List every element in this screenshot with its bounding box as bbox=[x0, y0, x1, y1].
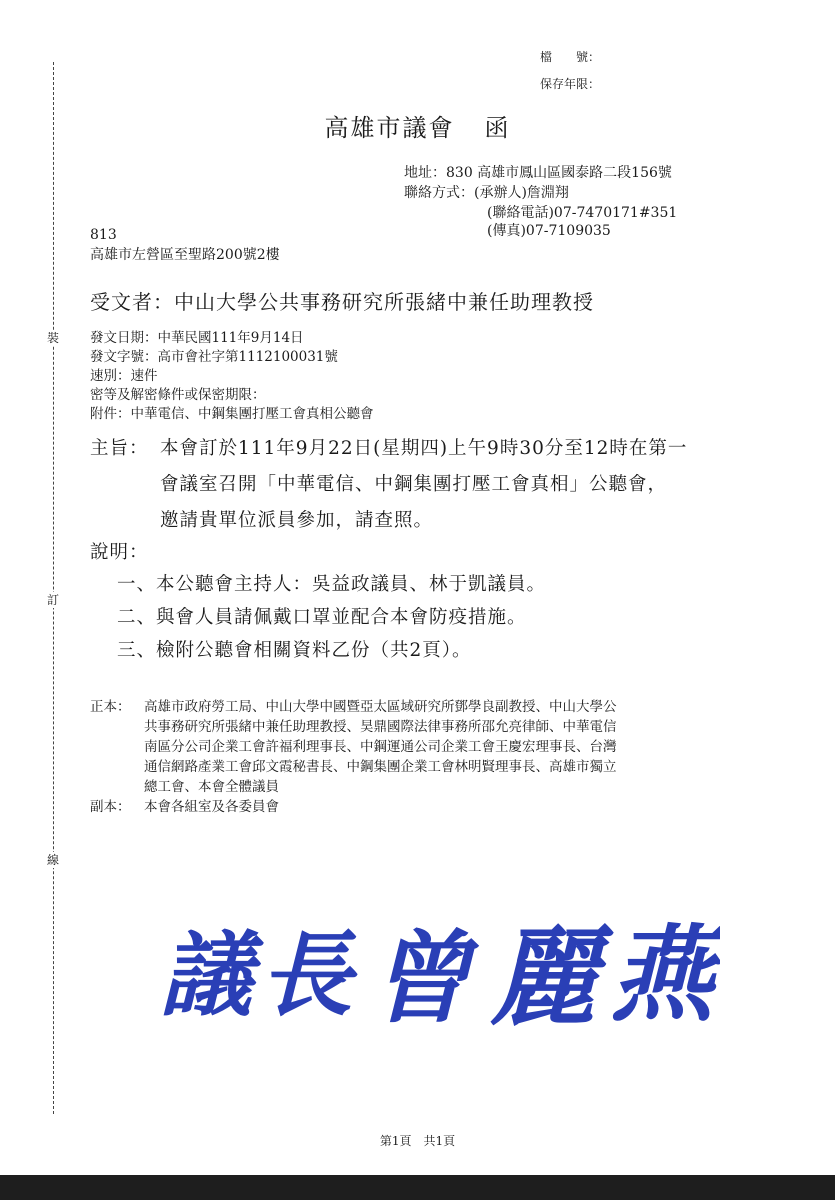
retention-period-label: 保存年限： bbox=[540, 77, 601, 91]
main-copy-line: 通信網路產業工會邱文霞秘書長、中鋼集團企業工會林明賢理事長、高雄市獨立 bbox=[144, 759, 617, 775]
contact-fax: (傳真)07-7109035 bbox=[487, 223, 611, 239]
signature-glyph: 曾 bbox=[370, 919, 470, 1030]
title-doc-type: 函 bbox=[484, 114, 511, 142]
document-number: 發文字號：高市會社字第1112100031號 bbox=[90, 349, 338, 365]
carbon-copy-label: 副本： bbox=[90, 799, 131, 815]
speaker-signature-stamp bbox=[160, 915, 720, 1030]
contact-phone: (聯絡電話)07-7470171#351 bbox=[487, 205, 678, 221]
signature-glyph: 議 bbox=[160, 921, 253, 1029]
contact-method: 聯絡方式：(承辦人)詹淵翔 bbox=[404, 185, 569, 201]
document-title bbox=[0, 108, 835, 143]
secrecy-level: 密等及解密條件或保密期限： bbox=[90, 387, 266, 403]
explanation-item: 一、本公聽會主持人：吳益政議員、林于凱議員。 bbox=[117, 574, 547, 595]
file-number-label: 檔 號： bbox=[540, 50, 601, 64]
main-copy-line: 南區分公司企業工會許福利理事長、中鋼運通公司企業工會王慶宏理事長、台灣 bbox=[144, 739, 617, 755]
contact-address: 地址：830 高雄市鳳山區國泰路二段156號 bbox=[404, 165, 672, 181]
signature-glyph: 長 bbox=[260, 921, 353, 1029]
main-copy-line: 共事務研究所張緒中兼任助理教授、昊鼎國際法律事務所邵允亮律師、中華電信 bbox=[144, 719, 617, 735]
addressee: 受文者：中山大學公共事務研究所張緒中兼任助理教授 bbox=[90, 290, 594, 314]
binding-mark-bind: 裝 bbox=[44, 330, 62, 346]
signature-glyph: 燕 bbox=[610, 915, 715, 1030]
binding-line bbox=[53, 62, 54, 1114]
recipient-zip: 813 bbox=[90, 227, 117, 243]
bottom-bar bbox=[0, 1175, 835, 1200]
main-copy-line: 高雄市政府勞工局、中山大學中國暨亞太區域研究所鄧學良副教授、中山大學公 bbox=[144, 699, 617, 715]
issue-date: 發文日期：中華民國111年9月14日 bbox=[90, 330, 304, 346]
signature-glyph: 麗 bbox=[490, 915, 599, 1030]
subject-label: 主旨： bbox=[90, 438, 149, 459]
recipient-address: 高雄市左營區至聖路200號2樓 bbox=[90, 247, 280, 263]
main-copy-line: 總工會、本會全體議員 bbox=[144, 779, 279, 795]
binding-mark-line: 線 bbox=[44, 852, 62, 868]
carbon-copy-recipients: 本會各組室及各委員會 bbox=[144, 799, 279, 815]
explanation-label: 說明： bbox=[90, 542, 149, 563]
explanation-item: 三、檢附公聽會相關資料乙份（共2頁）。 bbox=[117, 640, 472, 661]
explanation-item: 二、與會人員請佩戴口罩並配合本會防疫措施。 bbox=[117, 607, 527, 628]
binding-mark-stitch: 訂 bbox=[44, 592, 62, 608]
title-organization: 高雄市議會 bbox=[324, 114, 455, 142]
delivery-speed: 速別：速件 bbox=[90, 368, 158, 384]
subject-line: 會議室召開「中華電信、中鋼集團打壓工會真相」公聽會， bbox=[160, 474, 668, 495]
main-copy-label: 正本： bbox=[90, 699, 131, 715]
subject-line: 邀請貴單位派員參加，請查照。 bbox=[160, 510, 434, 531]
signature-glyphs bbox=[160, 915, 720, 1030]
main-copy-recipients bbox=[144, 697, 744, 797]
subject-line: 本會訂於111年9月22日(星期四)上午9時30分至12時在第一 bbox=[160, 438, 688, 459]
page-number: 第1頁 共1頁 bbox=[379, 1134, 456, 1148]
attachment: 附件：中華電信、中鋼集團打壓工會真相公聽會 bbox=[90, 406, 374, 422]
